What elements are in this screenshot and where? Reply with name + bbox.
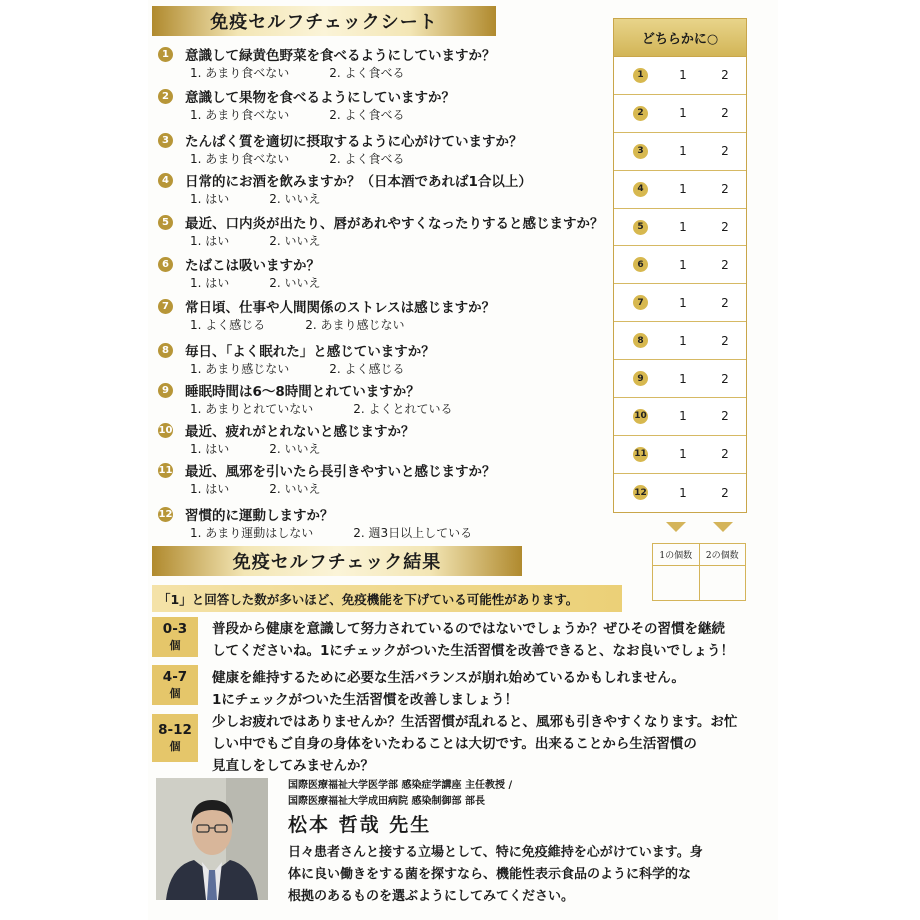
answer-row (614, 95, 746, 133)
result-range: 8-12 (158, 722, 192, 738)
question-number-icon: 4 (158, 173, 173, 188)
row-number-icon: 3 (633, 144, 648, 159)
option-2: 2. よく感じる (329, 362, 405, 376)
result-line: しい中でもご自身の身体をいたわることは大切です。出来ることから生活習慣の (212, 736, 697, 752)
option-2: 2. いいえ (269, 276, 321, 290)
result-text (212, 618, 772, 662)
question-item (158, 340, 618, 376)
choice-2[interactable]: 2 (721, 220, 729, 234)
question-item (158, 420, 618, 456)
option-2: 2. あまり感じない (305, 318, 405, 332)
option-1: 1. あまり感じない (190, 362, 290, 376)
option-1: 1. はい (190, 482, 230, 496)
arrow-down-icon (713, 522, 733, 532)
doctor-affiliation: 国際医療福祉大学医学部 感染症学講座 主任教授 / (288, 780, 513, 791)
answer-row (614, 284, 746, 322)
answer-row (614, 398, 746, 436)
doctor-name: 松本 哲哉 先生 (288, 814, 432, 836)
result-unit: 個 (169, 687, 181, 700)
option-2: 2. よくとれている (353, 402, 453, 416)
choice-2[interactable]: 2 (721, 106, 729, 121)
option-2: 2. いいえ (269, 192, 321, 206)
choice-2[interactable]: 2 (721, 409, 729, 424)
question-text: 最近、口内炎が出たり、唇があれやすくなったりすると感じますか？ (185, 216, 604, 232)
answer-row (614, 209, 746, 247)
choice-2[interactable]: 2 (721, 485, 729, 500)
doctor-photo (156, 778, 268, 900)
choice-2[interactable]: 2 (721, 257, 729, 272)
row-number-icon: 10 (633, 409, 648, 424)
choice-2[interactable]: 2 (721, 68, 729, 83)
result-range-badge (152, 617, 198, 657)
question-number-icon: 12 (158, 508, 173, 520)
answer-table (613, 18, 747, 513)
question-item (158, 296, 618, 332)
result-unit: 個 (169, 740, 181, 753)
option-1: 1. よく感じる (190, 318, 266, 332)
choice-1[interactable]: 1 (679, 106, 687, 121)
result-range: 4-7 (162, 669, 188, 685)
question-number-icon: 3 (158, 133, 173, 148)
question-number-icon: 5 (158, 215, 173, 230)
choice-1[interactable]: 1 (679, 295, 687, 310)
question-text: たばこは吸いますか？ (185, 258, 320, 274)
result-range-badge (152, 714, 198, 762)
result-notice: 「1」と回答した数が多いほど、免疫機能を下げている可能性があります。 (152, 585, 622, 612)
row-number-icon: 2 (633, 106, 648, 121)
question-item (158, 44, 618, 80)
option-2: 2. 週3日以上している (353, 526, 473, 540)
option-1: 1. あまりとれていない (190, 402, 314, 416)
choice-2[interactable]: 2 (721, 447, 729, 462)
question-number-icon: 1 (158, 47, 173, 62)
question-item (158, 460, 618, 496)
answer-row (614, 474, 746, 512)
count-1-input[interactable] (653, 566, 699, 600)
question-text: 最近、疲れがとれないと感じますか？ (185, 424, 415, 440)
question-text: 睡眠時間は6～8時間とれていますか？ (185, 384, 420, 400)
row-number-icon: 7 (633, 295, 648, 310)
choice-1[interactable]: 1 (679, 182, 687, 197)
result-range: 0-3 (162, 621, 188, 637)
doctor-affiliation: 国際医療福祉大学成田病院 感染制御部 部長 (288, 796, 485, 807)
question-number-icon: 8 (158, 343, 173, 358)
row-number-icon: 9 (633, 371, 648, 386)
choice-2[interactable]: 2 (721, 182, 729, 197)
option-1: 1. はい (190, 276, 230, 290)
question-text: たんぱく質を適切に摂取するように心がけていますか？ (185, 134, 523, 150)
choice-1[interactable]: 1 (679, 257, 687, 272)
result-title: 免疫セルフチェック結果 (232, 552, 442, 573)
option-1: 1. はい (190, 442, 230, 456)
question-number-icon: 7 (158, 299, 173, 314)
result-unit: 個 (169, 639, 181, 652)
option-2: 2. よく食べる (329, 152, 405, 166)
choice-1[interactable]: 1 (679, 220, 687, 234)
count-2-input[interactable] (700, 566, 746, 600)
answer-table-header: どちらかに○ (614, 19, 746, 57)
answer-row (614, 133, 746, 171)
option-2: 2. よく食べる (329, 108, 405, 122)
answer-row (614, 171, 746, 209)
question-number-icon: 2 (158, 89, 173, 104)
question-item (158, 130, 618, 166)
choice-1[interactable]: 1 (679, 447, 687, 462)
question-item (158, 86, 618, 122)
checklist-title-bar (152, 6, 496, 36)
choice-2[interactable]: 2 (721, 295, 729, 310)
option-1: 1. あまり食べない (190, 66, 290, 80)
count-table (652, 543, 746, 601)
choice-1[interactable]: 1 (679, 485, 687, 500)
choice-1[interactable]: 1 (679, 409, 687, 424)
option-1: 1. あまり食べない (190, 152, 290, 166)
question-number-icon: 11 (158, 464, 173, 476)
row-number-icon: 5 (633, 220, 648, 235)
question-text: 習慣的に運動しますか？ (185, 508, 334, 524)
count-2-label: 2の個数 (700, 544, 746, 566)
question-text: 毎日、「よく眠れた」と感じていますか？ (185, 344, 435, 360)
result-line: 1にチェックがついた生活習慣を改善しましょう！ (212, 692, 518, 708)
question-item (158, 380, 618, 416)
choice-1[interactable]: 1 (679, 144, 687, 159)
doctor-message-line: 日々患者さんと接する立場として、特に免疫維持を心がけています。身 (288, 845, 703, 860)
doctor-message-line: 体に良い働きをする菌を探すなら、機能性表示食品のように科学的な (288, 867, 692, 882)
doctor-message (288, 842, 768, 908)
question-text: 意識して緑黄色野菜を食べるようにしていますか？ (185, 48, 496, 64)
question-number-icon: 10 (158, 424, 173, 436)
option-2: 2. いいえ (269, 442, 321, 456)
question-item (158, 254, 618, 290)
result-range-badge (152, 665, 198, 705)
choice-2[interactable]: 2 (721, 371, 729, 386)
arrow-down-icon (666, 522, 686, 532)
question-text: 日常的にお酒を飲みますか？（日本酒であれば1合以上） (185, 174, 532, 190)
result-line: 健康を維持するために必要な生活バランスが崩れ始めているかもしれません。 (212, 670, 685, 686)
option-1: 1. あまり運動はしない (190, 526, 314, 540)
option-2: 2. いいえ (269, 482, 321, 496)
row-number-icon: 1 (633, 68, 648, 83)
result-line: してくださいね。1にチェックがついた生活習慣を改善できると、なお良いでしょう！ (212, 643, 734, 659)
question-item (158, 212, 618, 248)
count-1-label: 1の個数 (653, 544, 699, 566)
answer-row (614, 57, 746, 95)
answer-row (614, 322, 746, 360)
option-2: 2. いいえ (269, 234, 321, 248)
question-text: 意識して果物を食べるようにしていますか？ (185, 90, 455, 106)
answer-row (614, 360, 746, 398)
option-1: 1. はい (190, 234, 230, 248)
row-number-icon: 6 (633, 257, 648, 272)
question-text: 最近、風邪を引いたら長引きやすいと感じますか？ (185, 464, 496, 480)
choice-1[interactable]: 1 (679, 68, 687, 83)
checklist-title: 免疫セルフチェックシート (210, 12, 438, 33)
question-number-icon: 9 (158, 383, 173, 398)
choice-2[interactable]: 2 (721, 333, 729, 348)
row-number-icon: 11 (633, 447, 648, 462)
result-line: 少しお疲れではありませんか？生活習慣が乱れると、風邪も引きやすくなります。お忙 (212, 714, 738, 730)
choice-2[interactable]: 2 (721, 144, 729, 159)
answer-row (614, 246, 746, 284)
result-line: 見直しをしてみませんか？ (212, 758, 374, 774)
answer-row (614, 436, 746, 474)
result-text (212, 711, 772, 777)
row-number-icon: 12 (633, 485, 648, 500)
option-1: 1. あまり食べない (190, 108, 290, 122)
doctor-message-line: 根拠のあるものを選ぶようにしてみてください。 (288, 889, 575, 904)
option-1: 1. はい (190, 192, 230, 206)
question-item (158, 170, 618, 206)
question-text: 常日頃、仕事や人間関係のストレスは感じますか？ (185, 300, 496, 316)
row-number-icon: 4 (633, 182, 648, 197)
option-2: 2. よく食べる (329, 66, 405, 80)
choice-1[interactable]: 1 (679, 333, 687, 348)
question-number-icon: 6 (158, 257, 173, 272)
result-text (212, 667, 772, 711)
result-line: 普段から健康を意識して努力されているのではないでしょうか？ぜひその習慣を継続 (212, 621, 725, 637)
result-title-bar (152, 546, 522, 576)
question-item (158, 504, 618, 540)
choice-1[interactable]: 1 (679, 371, 687, 386)
row-number-icon: 8 (633, 333, 648, 348)
